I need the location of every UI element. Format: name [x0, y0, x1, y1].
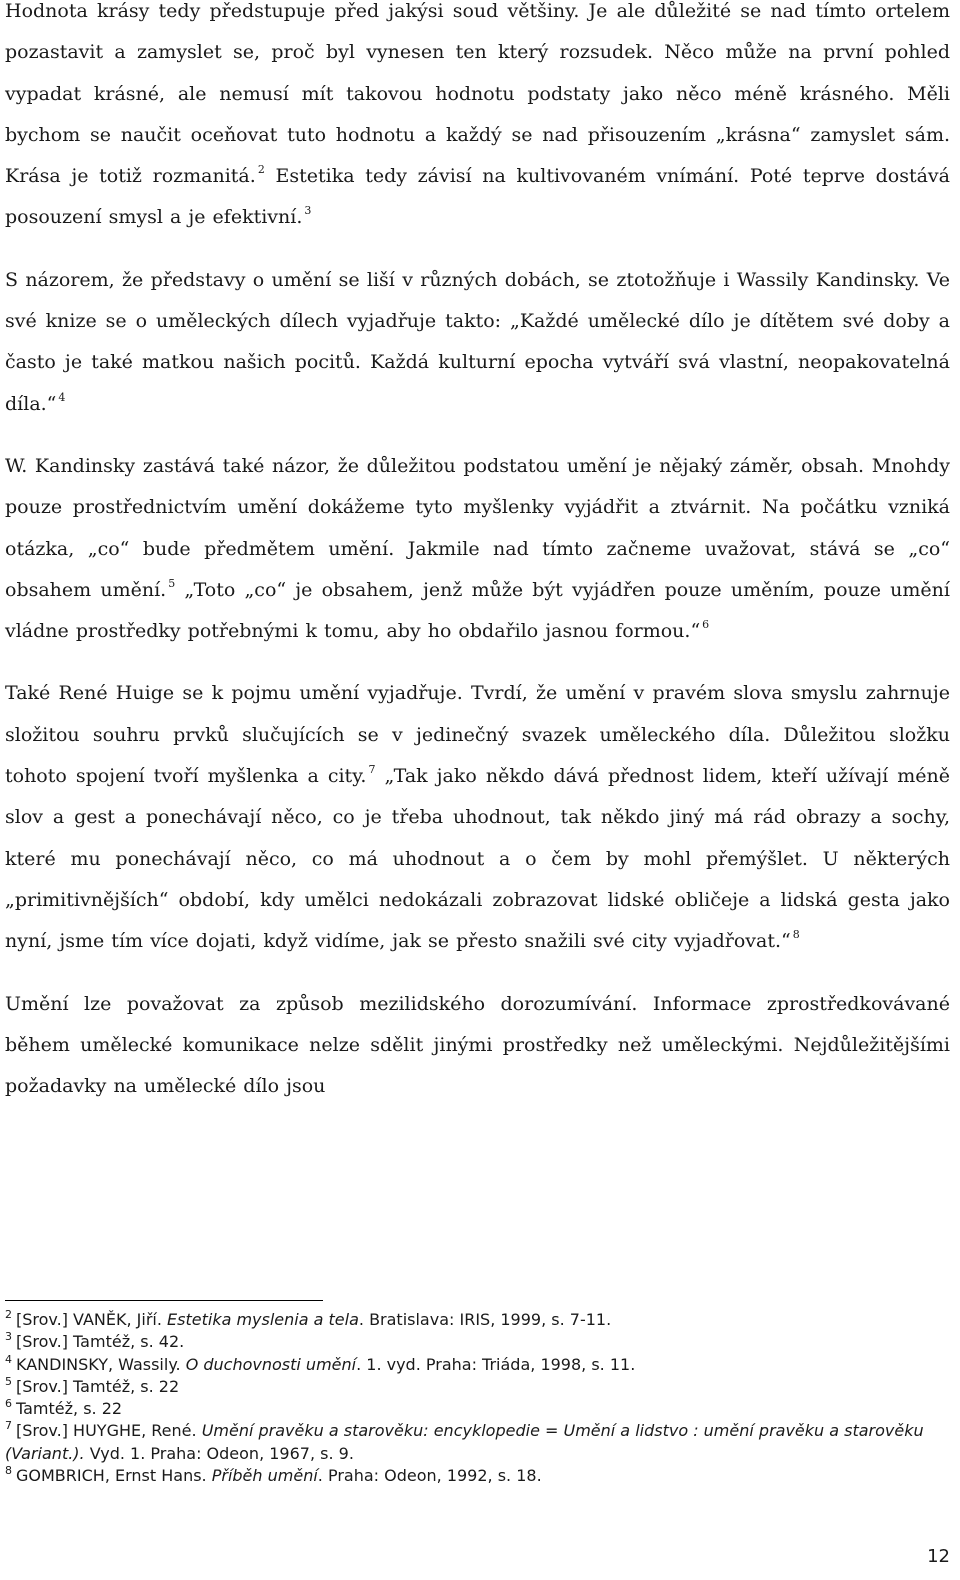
body-text [5, 0, 950, 1107]
footnote-title: Příběh umění [211, 1466, 318, 1486]
footnote-text: [Srov.] VANĚK, Jiří. [16, 1310, 168, 1329]
footnote-reference: 3 [304, 204, 312, 218]
footnote-number: 5 [5, 1374, 12, 1388]
footnote [5, 1376, 950, 1398]
text-segment: Estetika tedy závisí na kultivovaném vnímání. Poté teprve dostává posouzení smysl a je efektivní. [5, 165, 950, 229]
paragraph [5, 446, 950, 652]
paragraph [5, 260, 950, 425]
footnote-text: Tamtéž, s. 22 [16, 1399, 123, 1419]
text-segment: S názorem, že představy o umění se liší v různých dobách, se ztotožňuje i Wassily Kandinsky. Ve své knize se o uměleckých dílech vyjadřuje takto: „Každé umělecké dílo je dítětem své doby a často je také matkou našich pocitů. Každá kulturní epocha vytváří svá vlastní, neopakovatelná díla.“ [5, 268, 950, 415]
footnote-text: GOMBRICH, Ernst Hans. [16, 1466, 212, 1486]
footnote-number: 4 [5, 1352, 12, 1366]
text-segment: Hodnota krásy tedy předstupuje před jakýsi soud většiny. Je ale důležité se nad tímto ortelem pozastavit a zamyslet se, proč byl vynesen ten který rozsudek. Něco může na první pohled vypadat krásné, ale nemusí mít takovou hodnotu podstaty jako něco méně krásného. Měli bychom se naučit oceňovat tuto hodnotu a každý se nad přisouzením „krásna“ zamyslet sám. Krása je totiž rozmanitá. [5, 0, 950, 188]
paragraph [5, 0, 950, 239]
footnotes [5, 1309, 950, 1487]
footnote-text: . 1. vyd. Praha: Triáda, 1998, s. 11. [356, 1354, 636, 1374]
footnote-text: . Praha: Odeon, 1992, s. 18. [317, 1466, 542, 1486]
footnote-title: Umění pravěku a starověku: encyklopedie = Umění a lidstvo : umění pravěku a starověku (Variant.). [5, 1421, 924, 1463]
footnote-title: O duchovnosti umění [185, 1354, 357, 1374]
footnote-number: 3 [5, 1330, 12, 1344]
text-segment: Umění lze považovat za způsob mezilidského dorozumívání. Informace zprostředkovávané během umělecké komunikace nelze sdělit jinými prostředky než uměleckými. Nejdůležitějšími požadavky na umělecké dílo jsou [5, 992, 950, 1098]
text-segment: „Toto „co“ je obsahem, jenž může být vyjádřen pouze uměním, pouze umění vládne prostředky potřebnými k tomu, aby ho obdařilo jasnou formou.“ [5, 578, 950, 643]
footnote-reference: 7 [368, 763, 376, 777]
footnote-number: 2 [5, 1308, 12, 1321]
footnote-reference: 8 [792, 928, 800, 942]
footnote-reference: 4 [58, 390, 66, 404]
text-segment: Také René Huige se k pojmu umění vyjadřuje. Tvrdí, že umění v pravém slova smyslu zahrnuje složitou souhru prvků slučujících se v jedinečný svazek uměleckého díla. Důležitou složku tohoto spojení tvoří myšlenka a city. [5, 682, 950, 788]
footnote-number: 6 [5, 1397, 12, 1411]
footnote-text: [Srov.] HUYGHE, René. [16, 1421, 202, 1441]
paragraph [5, 984, 950, 1108]
paragraph [5, 673, 950, 962]
footnote [5, 1465, 950, 1487]
document-page [5, 0, 950, 1128]
footnote-text: [Srov.] Tamtéž, s. 42. [16, 1332, 185, 1352]
footnote-reference: 6 [702, 618, 710, 632]
footnote [5, 1354, 950, 1376]
footnote-number: 7 [5, 1419, 12, 1433]
footnote-text: . Bratislava: IRIS, 1999, s. 7-11. [358, 1310, 612, 1329]
footnote-separator [5, 1300, 323, 1301]
footnote-reference: 2 [257, 163, 265, 177]
text-segment: „Tak jako někdo dává přednost lidem, kteří užívají méně slov a gest a ponechávají něco, co je třeba uhodnout, tak někdo jiný má rád obrazy a sochy, které mu ponechávají něco, co má uhodnout a o čem by mohl přemýšlet. U některých „primitivnějších“ období, kdy umělci nedokázali zobrazovat lidské obličeje a lidská gesta jako nyní, jsme tím více dojati, když vidíme, jak se přesto snažili své city vyjadřovat.“ [5, 765, 950, 953]
footnote-title: Estetika myslenia a tela [167, 1310, 359, 1329]
footnote-text: Vyd. 1. Praha: Odeon, 1967, s. 9. [84, 1443, 354, 1463]
footnote-reference: 5 [168, 576, 176, 590]
footnote [5, 1398, 950, 1420]
footnote [5, 1420, 950, 1465]
footnote-text: [Srov.] Tamtéž, s. 22 [16, 1376, 180, 1396]
footnote [5, 1331, 950, 1353]
footnote [5, 1309, 950, 1331]
footnote-text: KANDINSKY, Wassily. [16, 1354, 186, 1374]
footnote-number: 8 [5, 1464, 12, 1478]
page-number: 12 [927, 1546, 950, 1567]
text-segment: W. Kandinsky zastává také názor, že důležitou podstatou umění je nějaký záměr, obsah. Mnohdy pouze prostřednictvím umění dokážeme tyto myšlenky vyjádřit a ztvárnit. Na počátku vzniká otázka, „co“ bude předmětem umění. Jakmile nad tímto začneme uvažovat, stává se „co“ obsahem umění. [5, 454, 950, 601]
